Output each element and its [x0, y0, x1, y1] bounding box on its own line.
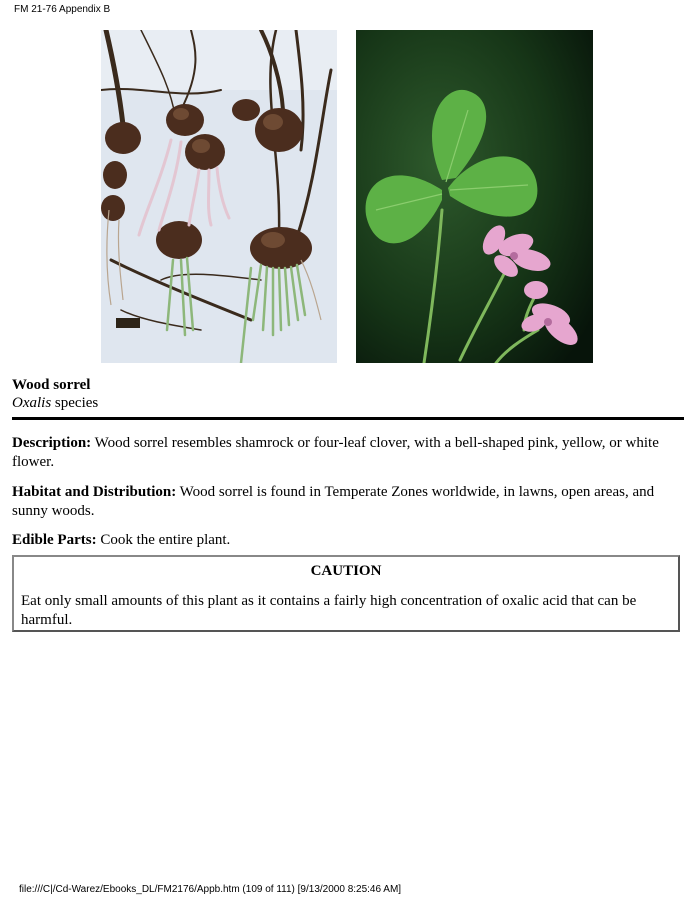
caution-box [12, 555, 680, 632]
wood-sorrel-flower-photo [356, 30, 593, 363]
description-text: Wood sorrel resembles shamrock or four-leaf clover, with a bell-shaped pink, yellow, or white flower. [12, 435, 659, 470]
species-suffix: species [51, 395, 99, 411]
habitat-label: Habitat and Distribution: [12, 484, 177, 500]
plant-name-block [12, 376, 98, 412]
caution-title: CAUTION [310, 563, 382, 579]
section-divider [12, 417, 684, 420]
genus-name: Oxalis [12, 395, 52, 411]
description-label: Description: [12, 435, 92, 451]
edible-parts-label: Edible Parts: [12, 532, 97, 548]
habitat-paragraph [12, 483, 682, 521]
description-paragraph [12, 434, 682, 472]
page-footer: file:///C|/Cd-Warez/Ebooks_DL/FM2176/Appb.htm (109 of 111) [9/13/2000 8:25:46 AM] [19, 884, 402, 895]
wood-sorrel-roots-photo [101, 30, 337, 363]
page-header: FM 21-76 Appendix B [14, 4, 111, 15]
habitat-text: Wood sorrel is found in Temperate Zones worldwide, in lawns, open areas, and sunny woods. [12, 484, 655, 519]
common-name: Wood sorrel [12, 377, 91, 393]
scientific-name [12, 394, 98, 412]
edible-parts-paragraph [12, 531, 682, 550]
caution-text: Eat only small amounts of this plant as it contains a fairly high concentration of oxalic acid that can be harmful. [21, 593, 637, 628]
edible-parts-text: Cook the entire plant. [96, 532, 231, 548]
